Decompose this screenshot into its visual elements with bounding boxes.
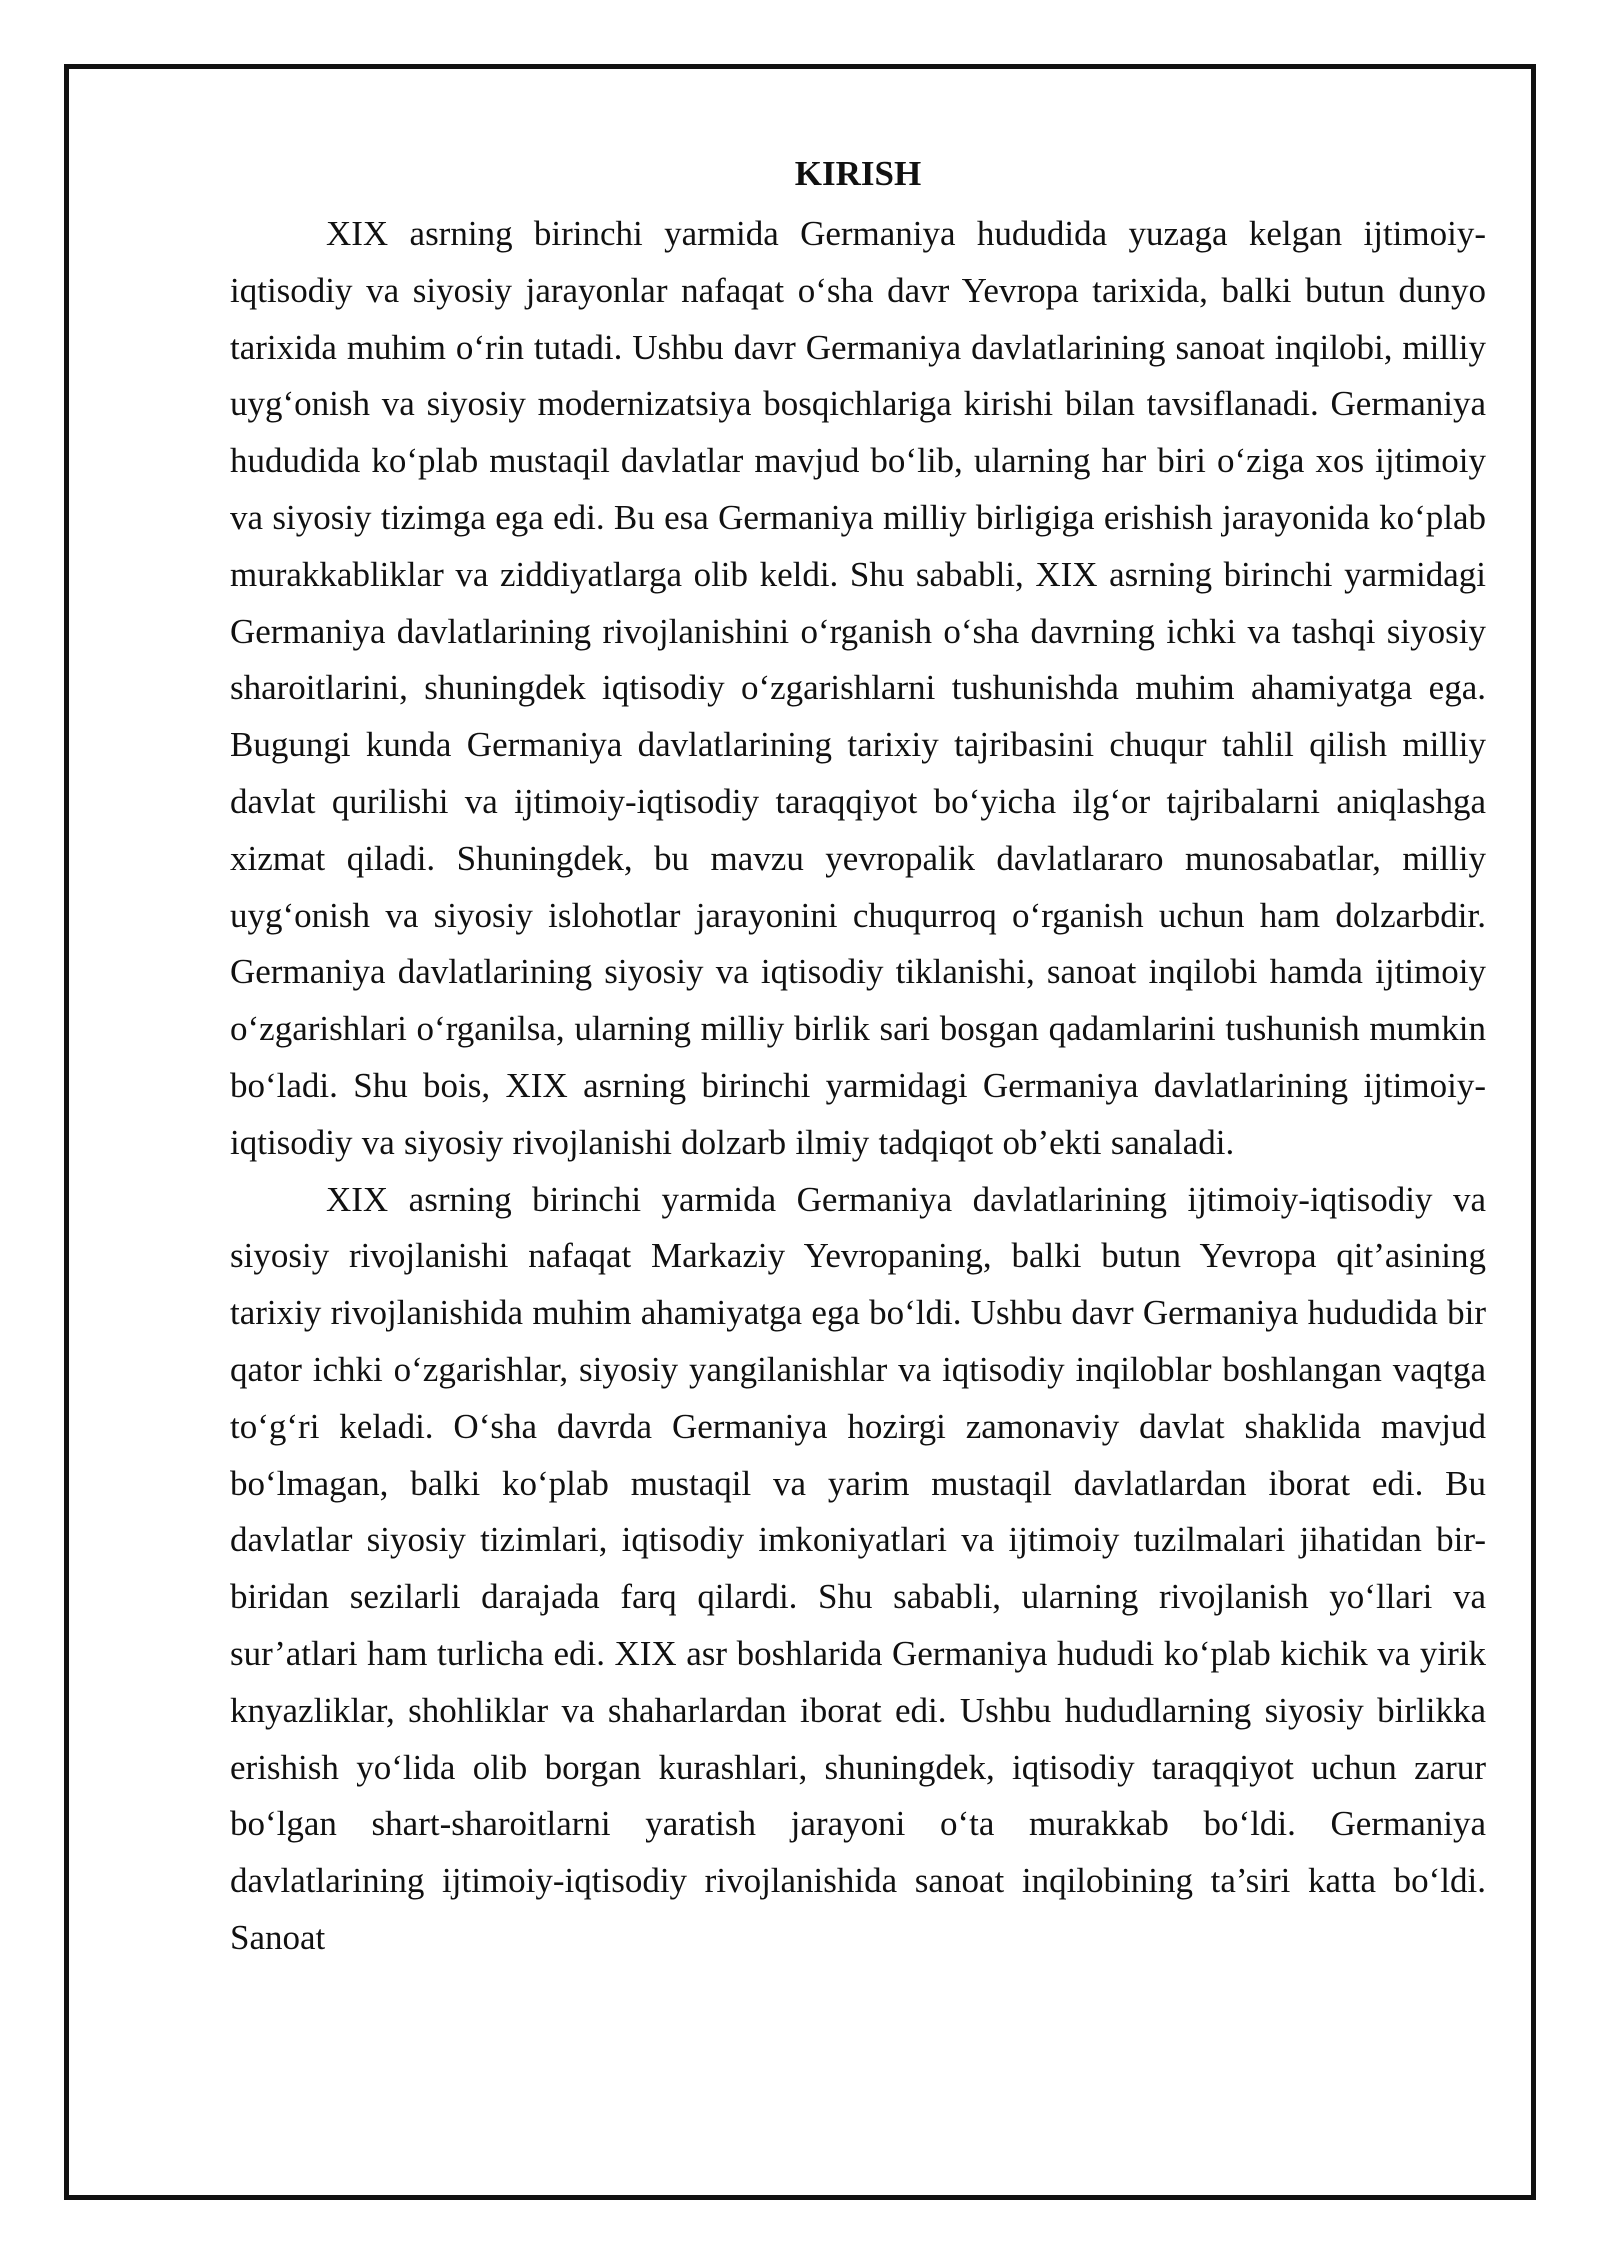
document-body [230, 150, 1486, 2172]
paragraph-1: XIX asrning birinchi yarmida Germaniya hududida yuzaga kelgan ijtimoiy-iqtisodiy va siyosiy jarayonlar nafaqat o‘sha davr Yevropa tarixida, balki butun dunyo tarixida muhim o‘rin tutadi. Ushbu davr Germaniya davlatlarining sanoat inqilobi, milliy uyg‘onish va siyosiy modernizatsiya bosqichlariga kirishi bilan tavsiflanadi. Germaniya hududida ko‘plab mustaqil davlatlar mavjud bo‘lib, ularning har biri o‘ziga xos ijtimoiy va siyosiy tizimga ega edi. Bu esa Germaniya milliy birligiga erishish jarayonida ko‘plab murakkabliklar va ziddiyatlarga olib keldi. Shu sababli, XIX asrning birinchi yarmidagi Germaniya davlatlarining rivojlanishini o‘rganish o‘sha davrning ichki va tashqi siyosiy sharoitlarini, shuningdek iqtisodiy o‘zgarishlarni tushunishda muhim ahamiyatga ega. Bugungi kunda Germaniya davlatlarining tarixiy tajribasini chuqur tahlil qilish milliy davlat qurilishi va ijtimoiy-iqtisodiy taraqqiyot bo‘yicha ilg‘or tajribalarni aniqlashga xizmat qiladi. Shuningdek, bu mavzu yevropalik davlatlararo munosabatlar, milliy uyg‘onish va siyosiy islohotlar jarayonini chuqurroq o‘rganish uchun ham dolzarbdir. Germaniya davlatlarining siyosiy va iqtisodiy tiklanishi, sanoat inqilobi hamda ijtimoiy o‘zgarishlari o‘rganilsa, ularning milliy birlik sari bosgan qadamlarini tushunish mumkin bo‘ladi. Shu bois, XIX asrning birinchi yarmidagi Germaniya davlatlarining ijtimoiy-iqtisodiy va siyosiy rivojlanishi dolzarb ilmiy tadqiqot ob’ekti sanaladi. [230, 214, 1486, 1162]
section-title: KIRISH [794, 154, 922, 193]
paragraph-2: XIX asrning birinchi yarmida Germaniya davlatlarining ijtimoiy-iqtisodiy va siyosiy rivojlanishi nafaqat Markaziy Yevropaning, balki butun Yevropa qit’asining tarixiy rivojlanishida muhim ahamiyatga ega bo‘ldi. Ushbu davr Germaniya hududida bir qator ichki o‘zgarishlar, siyosiy yangilanishlar va iqtisodiy inqiloblar boshlangan vaqtga to‘g‘ri keladi. O‘sha davrda Germaniya hozirgi zamonaviy davlat shaklida mavjud bo‘lmagan, balki ko‘plab mustaqil va yarim mustaqil davlatlardan iborat edi. Bu davlatlar siyosiy tizimlari, iqtisodiy imkoniyatlari va ijtimoiy tuzilmalari jihatidan bir-biridan sezilarli darajada farq qilardi. Shu sababli, ularning rivojlanish yo‘llari va sur’atlari ham turlicha edi. XIX asr boshlarida Germaniya hududi ko‘plab kichik va yirik knyazliklar, shohliklar va shaharlardan iborat edi. Ushbu hududlarning siyosiy birlikka erishish yo‘lida olib borgan kurashlari, shuningdek, iqtisodiy taraqqiyot uchun zarur bo‘lgan shart-sharoitlarni yaratish jarayoni o‘ta murakkab bo‘ldi. Germaniya davlatlarining ijtimoiy-iqtisodiy rivojlanishida sanoat inqilobining ta’siri katta bo‘ldi. Sanoat [230, 1179, 1486, 1957]
